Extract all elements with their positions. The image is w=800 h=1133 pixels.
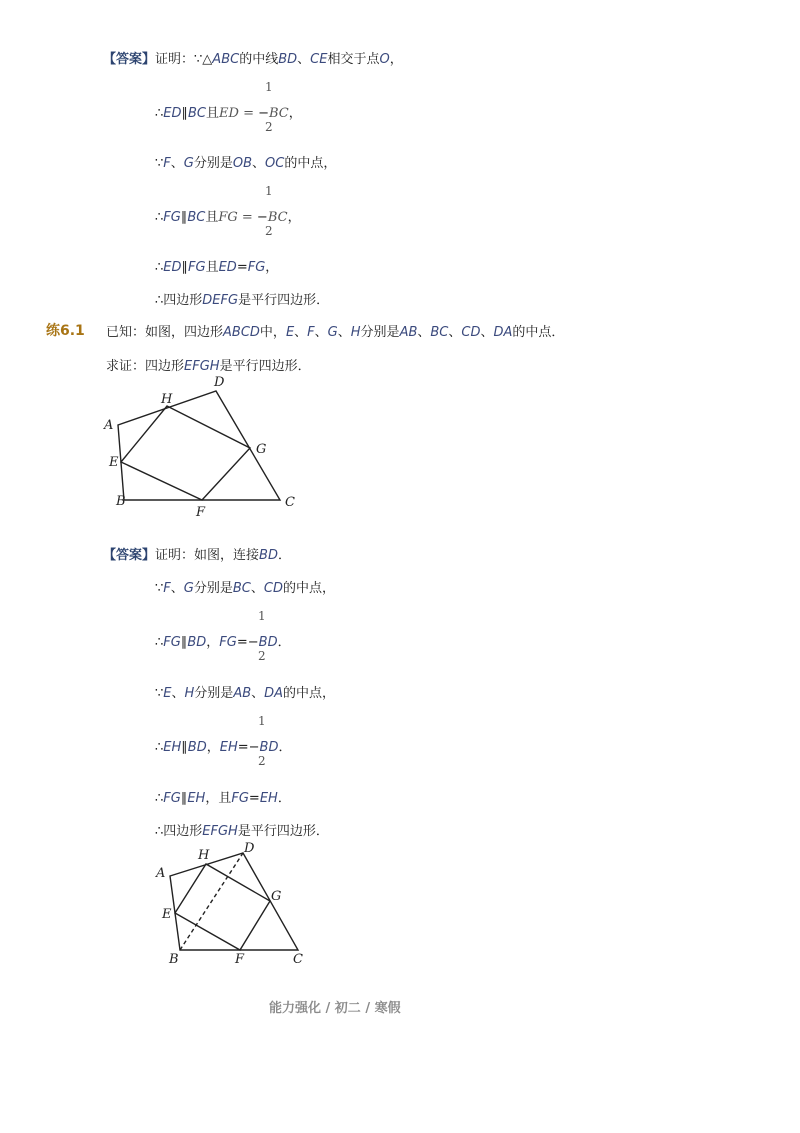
point-label-a: A <box>104 418 114 433</box>
point-label-e: E <box>109 455 119 470</box>
quadrilateral-figure-with-diagonal <box>150 835 315 970</box>
answer-1-line-3: ∵F、G分别是OB、OC的中点， <box>155 156 337 171</box>
point-label-g: G <box>271 889 282 904</box>
exercise-label: 练6.1 <box>46 323 85 339</box>
answer-1-line-5: ∴ED∥FG且ED=FG， <box>155 260 279 275</box>
exercise-question-2: 求证：四边形EFGH是平行四边形． <box>106 359 311 374</box>
point-label-a: A <box>156 866 166 881</box>
answer-1-line-4: ∴FG∥BC且FG = −BC， <box>155 210 301 225</box>
fraction-denominator: 2 <box>258 649 266 663</box>
quadrilateral-efgh <box>121 406 250 500</box>
fraction-denominator: 2 <box>258 754 266 768</box>
answer-2-line-3: ∴FG∥BD，FG=−BD． <box>155 635 291 650</box>
answer-2-line-2: ∵F、G分别是BC、CD的中点， <box>155 581 335 596</box>
point-label-c: C <box>293 952 303 967</box>
point-label-f: F <box>235 952 245 967</box>
quadrilateral-figure <box>100 372 310 522</box>
answer-1-line-1: 【答案】证明：∵△ABC的中线BD、CE相交于点O， <box>103 52 403 67</box>
answer-2-line-4: ∵E、H分别是AB、DA的中点， <box>155 686 336 701</box>
fraction-denominator: 2 <box>265 120 273 134</box>
answer-2-conclusion: ∴四边形EFGH是平行四边形． <box>155 824 329 839</box>
point-label-h: H <box>198 848 210 863</box>
page-footer: 能力强化 / 初二 / 寒假 <box>269 1001 401 1016</box>
fraction-numerator: 1 <box>258 609 266 623</box>
exercise-question-1: 已知：如图，四边形ABCD中，E、F、G、H分别是AB、BC、CD、DA的中点． <box>106 325 565 340</box>
point-label-b: B <box>169 952 179 967</box>
point-label-b: B <box>116 494 126 509</box>
point-label-g: G <box>256 442 267 457</box>
point-label-d: D <box>244 841 255 856</box>
fraction-numerator: 1 <box>258 714 266 728</box>
answer-2-line-5: ∴EH∥BD，EH=−BD． <box>155 740 292 755</box>
answer-1-conclusion: ∴四边形DEFG是平行四边形． <box>155 293 330 308</box>
point-label-c: C <box>285 495 295 510</box>
point-label-d: D <box>214 375 225 390</box>
answer-2-line-6: ∴FG∥EH，且FG=EH． <box>155 791 291 806</box>
answer-tag: 【答案】 <box>103 548 156 563</box>
fraction-denominator: 2 <box>265 224 273 238</box>
answer-2-line-1: 【答案】证明：如图，连接BD． <box>103 548 291 563</box>
point-label-e: E <box>162 907 172 922</box>
fraction-numerator: 1 <box>265 184 273 198</box>
fraction-numerator: 1 <box>265 80 273 94</box>
answer-1-line-2: ∴ED∥BC且ED = −BC， <box>155 106 302 121</box>
point-label-f: F <box>196 505 206 520</box>
point-label-h: H <box>161 392 173 407</box>
answer-tag: 【答案】 <box>103 52 156 67</box>
